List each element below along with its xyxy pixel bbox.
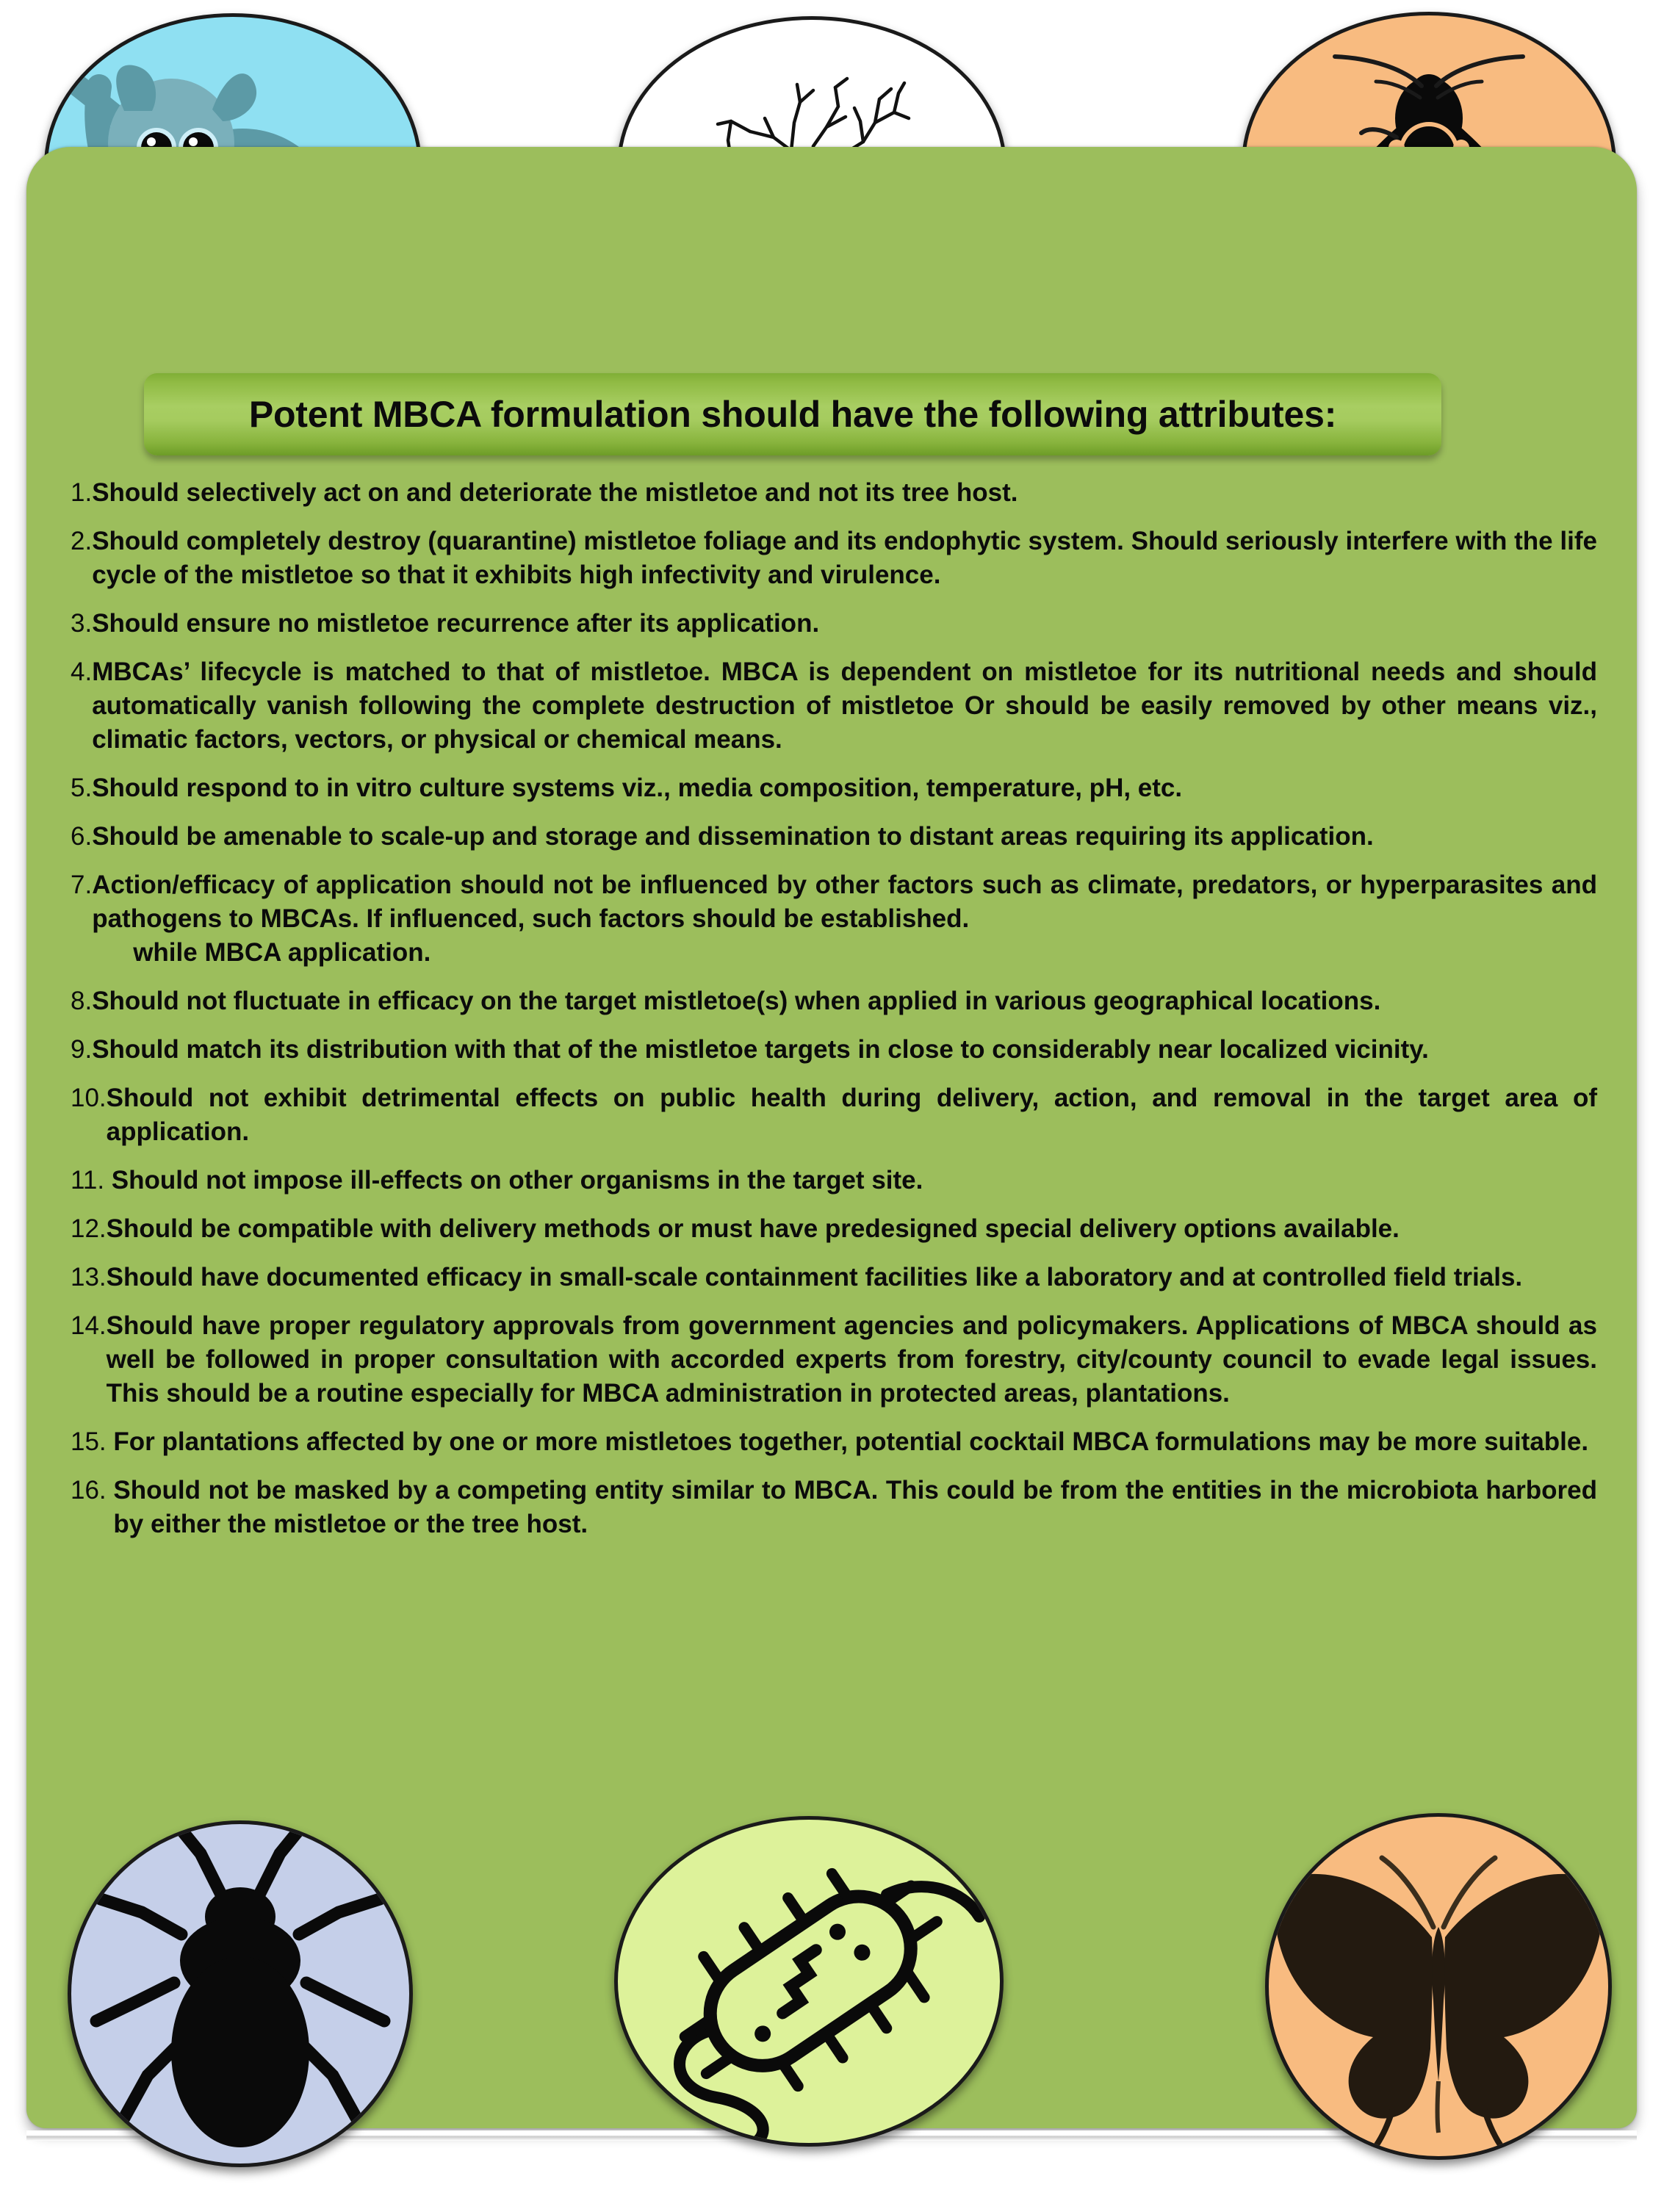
attribute-item [71, 820, 1597, 854]
attribute-item [71, 476, 1597, 510]
attribute-number: 2. [71, 527, 93, 555]
attribute-text: MBCAs’ lifecycle is matched to that of mistletoe. MBCA is dependent on mistletoe for its nutritional needs and should automatically vanish following the complete destruction of mistletoe Or should be easily removed by other means viz., climatic factors, vectors, or physical or chemical means. [92, 658, 1597, 754]
attribute-number: 5. [71, 774, 93, 802]
attribute-text: Should have proper regulatory approvals from government agencies and policymakers. Applications of MBCA should as well be followed in proper consultation with accorded experts from forestry, city/county council to evade legal issues. This should be a routine especially for MBCA administration in protected areas, plantations. [106, 1311, 1597, 1408]
attribute-item [71, 868, 1597, 970]
attribute-text: Should selectively act on and deteriorate the mistletoe and not its tree host. [92, 478, 1018, 507]
attribute-text: Should not fluctuate in efficacy on the target mistletoe(s) when applied in various geographical locations. [92, 987, 1381, 1015]
attribute-number: 7. [71, 871, 93, 899]
attribute-item [71, 655, 1597, 757]
attribute-text: Should not impose ill-effects on other organisms in the target site. [111, 1166, 923, 1195]
attribute-item [71, 1309, 1597, 1411]
attribute-text: Action/efficacy of application should not be influenced by other factors such as climate, predators, or hyperparasites and pathogens to MBCAs. If influenced, such factors should be established. while MBCA application. [92, 868, 1597, 970]
attribute-text: Should respond to in vitro culture systems viz., media composition, temperature, pH, etc. [92, 774, 1183, 802]
attribute-item [71, 1425, 1597, 1459]
attribute-number: 4. [71, 658, 93, 686]
attribute-item [71, 607, 1597, 641]
attribute-text: Should match its distribution with that of the mistletoe targets in close to considerably near localized vicinity. [92, 1035, 1429, 1064]
attribute-item [71, 1261, 1597, 1294]
page-title: Potent MBCA formulation should have the following attributes: [248, 394, 1337, 435]
attribute-text: Should ensure no mistletoe recurrence after its application. [92, 609, 820, 638]
attribute-text: Should be amenable to scale-up and storage and dissemination to distant areas requiring its application. [92, 822, 1374, 851]
bacterium-icon [614, 1816, 1004, 2147]
attribute-number: 13. [71, 1263, 107, 1291]
attribute-item [71, 984, 1597, 1018]
butterfly-icon [1265, 1813, 1612, 2160]
attribute-number: 8. [71, 987, 93, 1015]
attribute-extra-line: while MBCA application. [133, 938, 431, 967]
attribute-text: Should not be masked by a competing entity similar to MBCA. This could be from the entities in the microbiota harbored by either the mistletoe or the tree host. [113, 1476, 1597, 1538]
attribute-number: 10. [71, 1084, 107, 1112]
attribute-text: Should completely destroy (quarantine) mistletoe foliage and its endophytic system. Should seriously interfere with the life cycle of the mistletoe so that it exhibits high infectivity and virulence. [92, 527, 1597, 589]
attribute-item [71, 1212, 1597, 1246]
attribute-number: 14. [71, 1311, 107, 1340]
attribute-item [71, 525, 1597, 592]
attribute-item [71, 1164, 1597, 1197]
attribute-text: For plantations affected by one or more mistletoes together, potential cocktail MBCA formulations may be more suitable. [113, 1427, 1589, 1456]
attribute-number: 9. [71, 1035, 93, 1064]
attribute-item [71, 771, 1597, 805]
attribute-item [71, 1081, 1597, 1149]
attribute-item [71, 1474, 1597, 1541]
attribute-text: Should not exhibit detrimental effects on public health during delivery, action, and removal in the target area of application. [106, 1084, 1597, 1146]
attribute-number: 6. [71, 822, 93, 851]
attribute-text: Should be compatible with delivery methods or must have predesigned special delivery options available. [106, 1214, 1400, 1243]
attribute-number: 12. [71, 1214, 107, 1243]
attribute-number: 1. [71, 478, 93, 507]
attribute-number: 15. [71, 1427, 114, 1456]
attribute-number: 11. [71, 1166, 112, 1195]
attribute-number: 16. [71, 1476, 114, 1505]
attribute-number: 3. [71, 609, 93, 638]
attributes-list [71, 476, 1597, 1556]
attribute-text: Should have documented efficacy in small-scale containment facilities like a laboratory and at controlled field trials. [106, 1263, 1523, 1291]
title-banner [144, 373, 1441, 455]
beetle-icon [68, 1820, 413, 2167]
attribute-item [71, 1033, 1597, 1067]
